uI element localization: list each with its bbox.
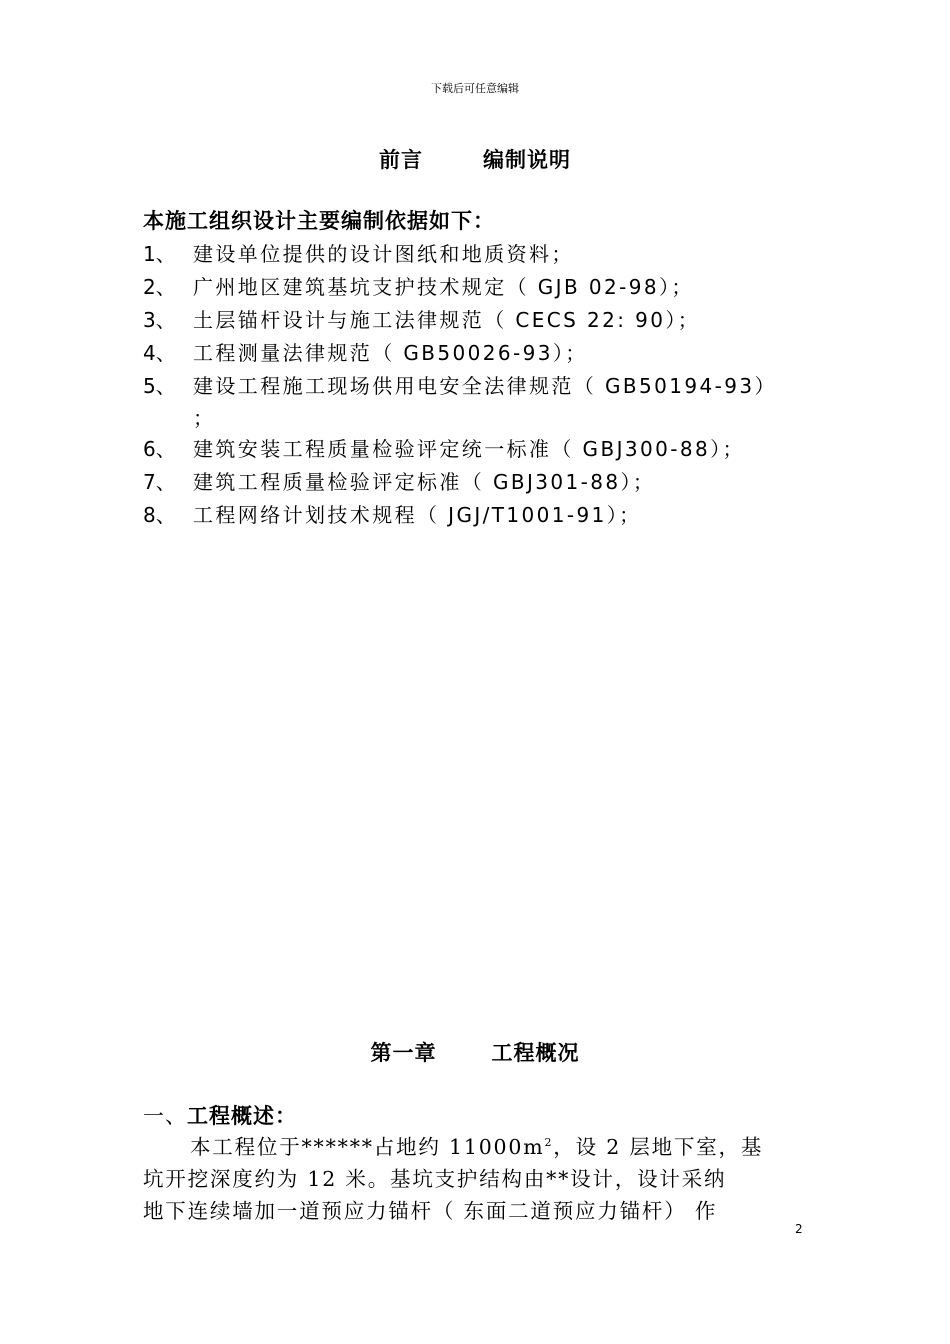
reference-number: 8、 [143, 503, 176, 527]
reference-text: 工程网络计划技术规程（ JGJ/T1001-91）； [193, 503, 642, 527]
reference-item [143, 271, 694, 300]
paragraph-line: 地下连续墙加一道预应力锚杆（ 东面二道预应力锚杆） 作 [143, 1199, 718, 1223]
reference-text: 工程测量法律规范（ GB50026-93）； [193, 341, 588, 365]
reference-item [143, 238, 574, 267]
section-number: 一、 [143, 1104, 187, 1128]
header-note: 下载后可任意编辑 [431, 82, 519, 95]
reference-number: 5、 [143, 374, 176, 398]
reference-text: 建筑工程质量检验评定标准（ GBJ301-88）； [193, 470, 656, 494]
section-heading [143, 1100, 297, 1130]
paragraph-line [190, 1130, 763, 1160]
reference-text: 广州地区建筑基坑支护技术规定（ GJB 02-98）； [193, 275, 694, 299]
reference-number: 1、 [143, 242, 176, 266]
chapter-title-left: 第一章 [370, 1041, 437, 1065]
reference-number: 4、 [143, 341, 176, 365]
reference-item [143, 337, 588, 366]
chapter-title-right: 工程概况 [491, 1041, 580, 1065]
reference-number: 6、 [143, 437, 176, 461]
reference-item [143, 370, 777, 399]
paragraph-line: 坑开挖深度约为 12 米。基坑支护结构由**设计，设计采纳 [143, 1167, 727, 1191]
reference-number: 2、 [143, 275, 176, 299]
reference-item [143, 304, 700, 333]
preface-title-right: 编制说明 [483, 148, 571, 172]
reference-item [143, 466, 655, 495]
preface-title [0, 144, 950, 174]
reference-text: 土层锚杆设计与施工法律规范（ CECS 22: 90）； [193, 308, 701, 332]
reference-item [143, 499, 642, 528]
preface-intro: 本施工组织设计主要编制依据如下： [143, 209, 495, 233]
reference-number: 7、 [143, 470, 176, 494]
preface-title-left: 前言 [379, 148, 423, 172]
reference-text: 建设单位提供的设计图纸和地质资料； [193, 242, 574, 266]
reference-text: 建设工程施工现场供用电安全法律规范（ GB50194-93） [193, 374, 777, 398]
superscript: 2 [544, 1136, 554, 1150]
chapter-title [0, 1037, 950, 1067]
reference-text: 建筑安装工程质量检验评定统一标准（ GBJ300-88）； [193, 437, 745, 461]
page-number: 2 [795, 1222, 803, 1236]
reference-item [143, 433, 745, 462]
paragraph-text: 本工程位于******占地约 11000m [190, 1135, 545, 1159]
reference-continuation: ； [193, 406, 216, 430]
reference-number: 3、 [143, 308, 176, 332]
section-title: 工程概述： [187, 1104, 297, 1128]
paragraph-text: ，设 2 层地下室，基 [553, 1135, 764, 1159]
